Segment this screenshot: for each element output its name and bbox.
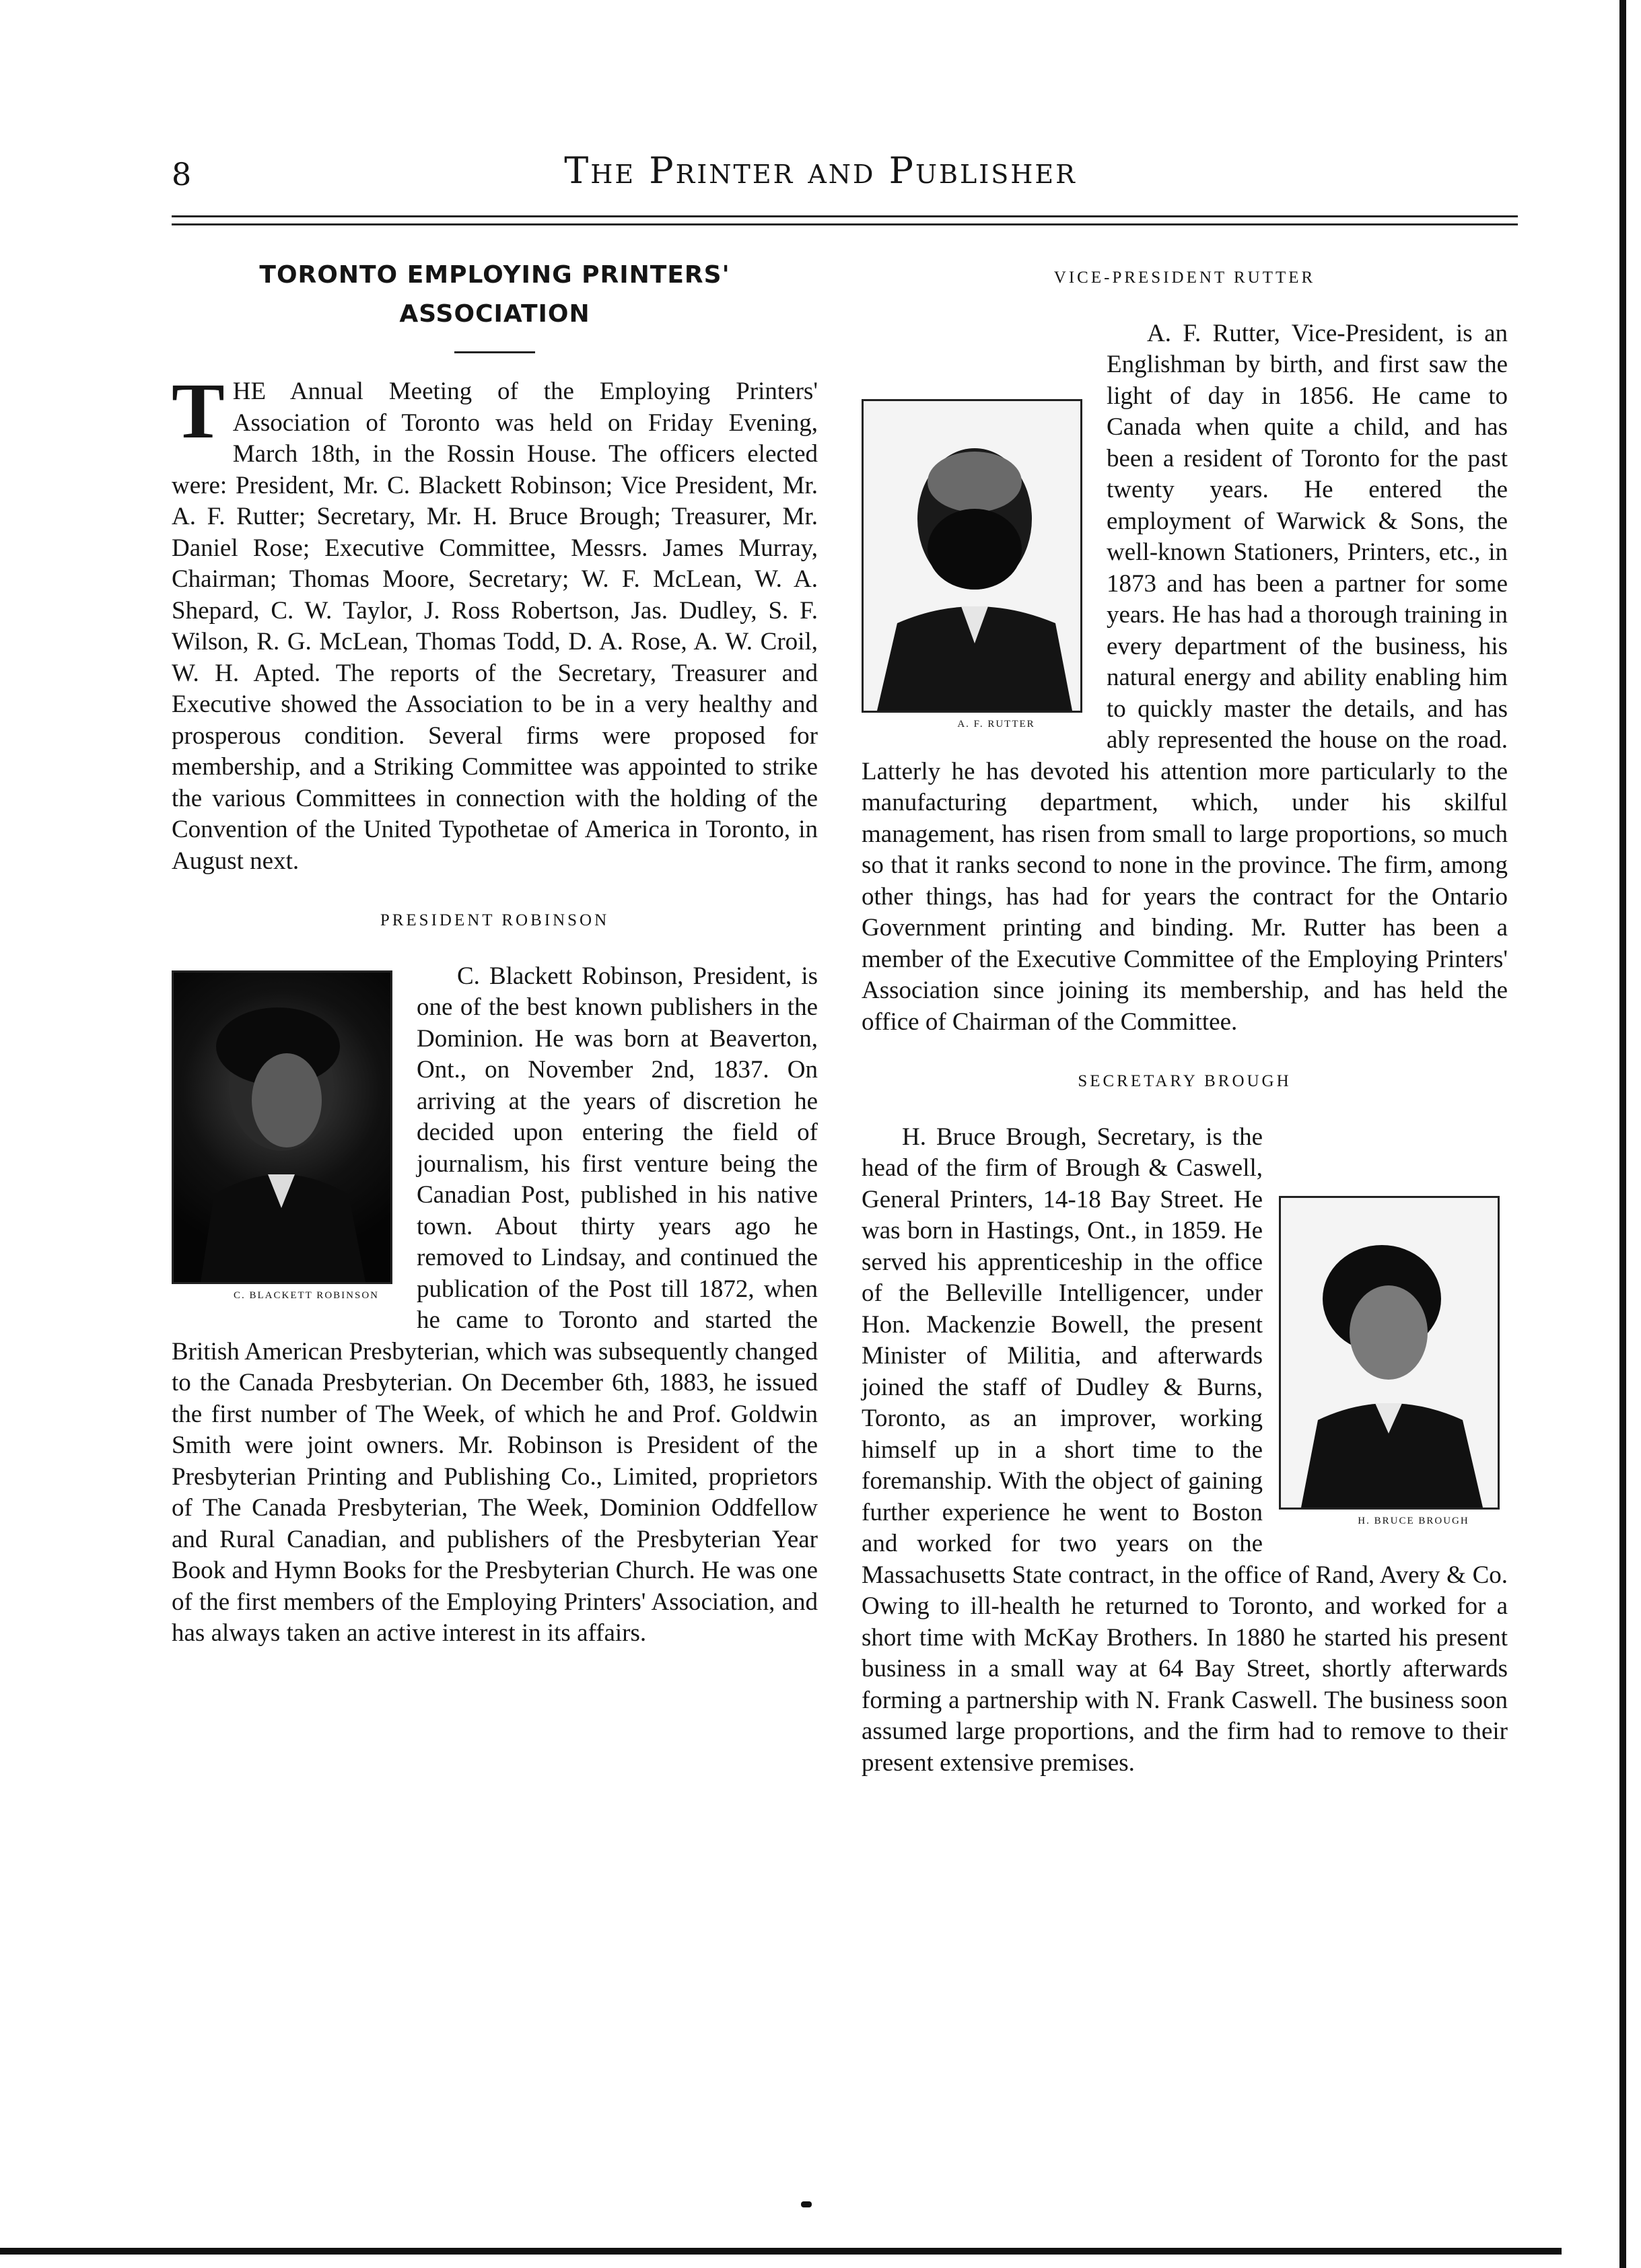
page-number: 8 (172, 156, 192, 192)
header-rule-bottom (172, 223, 1518, 225)
bottom-edge-rule (0, 2248, 1562, 2255)
portrait-silhouette-icon (1281, 1198, 1498, 1508)
right-column (862, 256, 1508, 1779)
president-text: C. Blackett Robinson, President, is one of the best known publishers in the Dominion. He was born at Beaverton, Ont., on November 2nd, 1837. On arriving at the years of discretion he decided upon entering the field of journalism, his first venture being the Canadian Post, published in his native town. About thirty years ago he removed to Lindsay, and continued the publication of the Post till 1872, when he came to Toronto and started the British American Presbyterian, which was subsequently changed to the Canada Presbyterian. On December 6th, 1883, he issued the first number of The Week, of which he and Prof. Goldwin Smith were joint owners. Mr. Robinson is President of the Presbyterian Printing and Publishing Co., Limited, proprietors of The Canada Presbyterian, The Week, Dominion Oddfellow and Rural Canadian, and publishers of the Presbyterian Year Book and Hymn Books for the Presbyterian Church. He was one of the first members of the Employing Printers' Association, and has always taken an active interest in its affairs. (172, 962, 818, 1647)
secretary-paragraph (862, 1122, 1508, 1779)
president-heading: PRESIDENT ROBINSON (380, 911, 610, 929)
intro-text: HE Annual Meeting of the Employing Printers' Association of Toronto was held on Friday Evening, March 18th, in the Rossin House. The officers elected were: President, Mr. C. Blackett Robinson; Vice President, Mr. A. F. Rutter; Secretary, Mr. H. Bruce Brough; Treasurer, Mr. Daniel Rose; Executive Committee, Messrs. James Murray, Chairman; Thomas Moore, Secretary; W. F. McLean, W. A. Shepard, C. W. Taylor, J. Ross Robertson, Jas. Dudley, S. F. Wilson, R. G. McLean, Thomas Todd, D. A. Rose, A. W. Croil, W. H. Apted. The reports of the Secretary, Treasurer and Executive showed the Association to be in a very healthy and prosperous condition. Several firms were proposed for membership, and a Striking Committee was appointed to strike the various Committees in connection with the holding of the Convention of the United Typothetae of America in Toronto, in August next. (172, 378, 818, 875)
vice-president-figure (862, 399, 1090, 736)
article-title-line1: TORONTO EMPLOYING PRINTERS' (259, 261, 730, 289)
president-figure (172, 970, 400, 1307)
vice-president-text: A. F. Rutter, Vice-President, is an Englishman by birth, and first saw the light of day in 1856. He came to Canada when quite a child, and has been a resident of Toronto for the past twenty years. He entered the employment of Warwick & Sons, the well-known Stationers, Printers, etc., in 1873 and has been a partner for some years. He has had a thorough training in every department of the business, his natural energy and ability enabling him to quickly master the details, and has ably represented the house on the road. Latterly he has devoted his attention more particularly to the manufacturing department, which, under his skilful management, has risen from small to large proportions, so much so that it ranks second to none in the province. The firm, among other things, has had for years the contract for the Ontario Government printing and binding. Mr. Rutter has been a member of the Executive Committee of the Employing Printers' Association since joining its membership, and has held the office of Chairman of the Committee. (862, 319, 1508, 1036)
portrait-silhouette-icon (864, 401, 1080, 711)
secretary-text: H. Bruce Brough, Secretary, is the head of the firm of Brough & Caswell, General Printers, 14-18 Bay Street. He was born in Hastings, Ont., in 1859. He served his apprenticeship in the office of the Belleville Intelligencer, under Hon. Mackenzie Bowell, the present Minister of Militia, and afterwards joined the staff of Dudley & Burns, Toronto, as an improver, working himself up in a short time to the foremanship. With the object of gaining further experience he went to Boston and worked for two years on the Massachusetts State contract, in the office of Rand, Avery & Co. Owing to ill-health he returned to Toronto, and worked for a short time with McKay Brothers. In 1880 he started his present business in a small way at 64 Bay Street, shortly afterwards forming a partnership with N. Frank Caswell. The business soon assumed large proportions, and the firm had to remove to their present extensive premises. (862, 1123, 1508, 1777)
title-divider (454, 351, 535, 353)
article-title-line2: ASSOCIATION (399, 300, 590, 328)
president-paragraph (172, 961, 818, 1650)
drop-cap: T (172, 367, 225, 455)
president-caption: C. BLACKETT ROBINSON (234, 1289, 379, 1301)
running-title: The Printer and Publisher (564, 149, 1077, 192)
printer-mark (801, 2201, 812, 2207)
president-portrait (172, 970, 392, 1284)
right-edge-rule (1619, 0, 1626, 2268)
header-rule-top (172, 215, 1518, 217)
vice-president-paragraph (862, 318, 1508, 1038)
vice-president-portrait (862, 399, 1082, 713)
secretary-heading: SECRETARY BROUGH (1078, 1072, 1292, 1090)
secretary-caption: H. BRUCE BROUGH (1358, 1515, 1469, 1526)
portrait-silhouette-icon (174, 972, 390, 1282)
intro-paragraph (172, 367, 818, 877)
vice-president-heading: VICE-PRESIDENT RUTTER (1053, 269, 1316, 287)
left-column (172, 256, 818, 1650)
secretary-portrait (1279, 1196, 1500, 1510)
secretary-figure (1279, 1196, 1508, 1532)
vice-president-caption: A. F. RUTTER (957, 718, 1035, 730)
